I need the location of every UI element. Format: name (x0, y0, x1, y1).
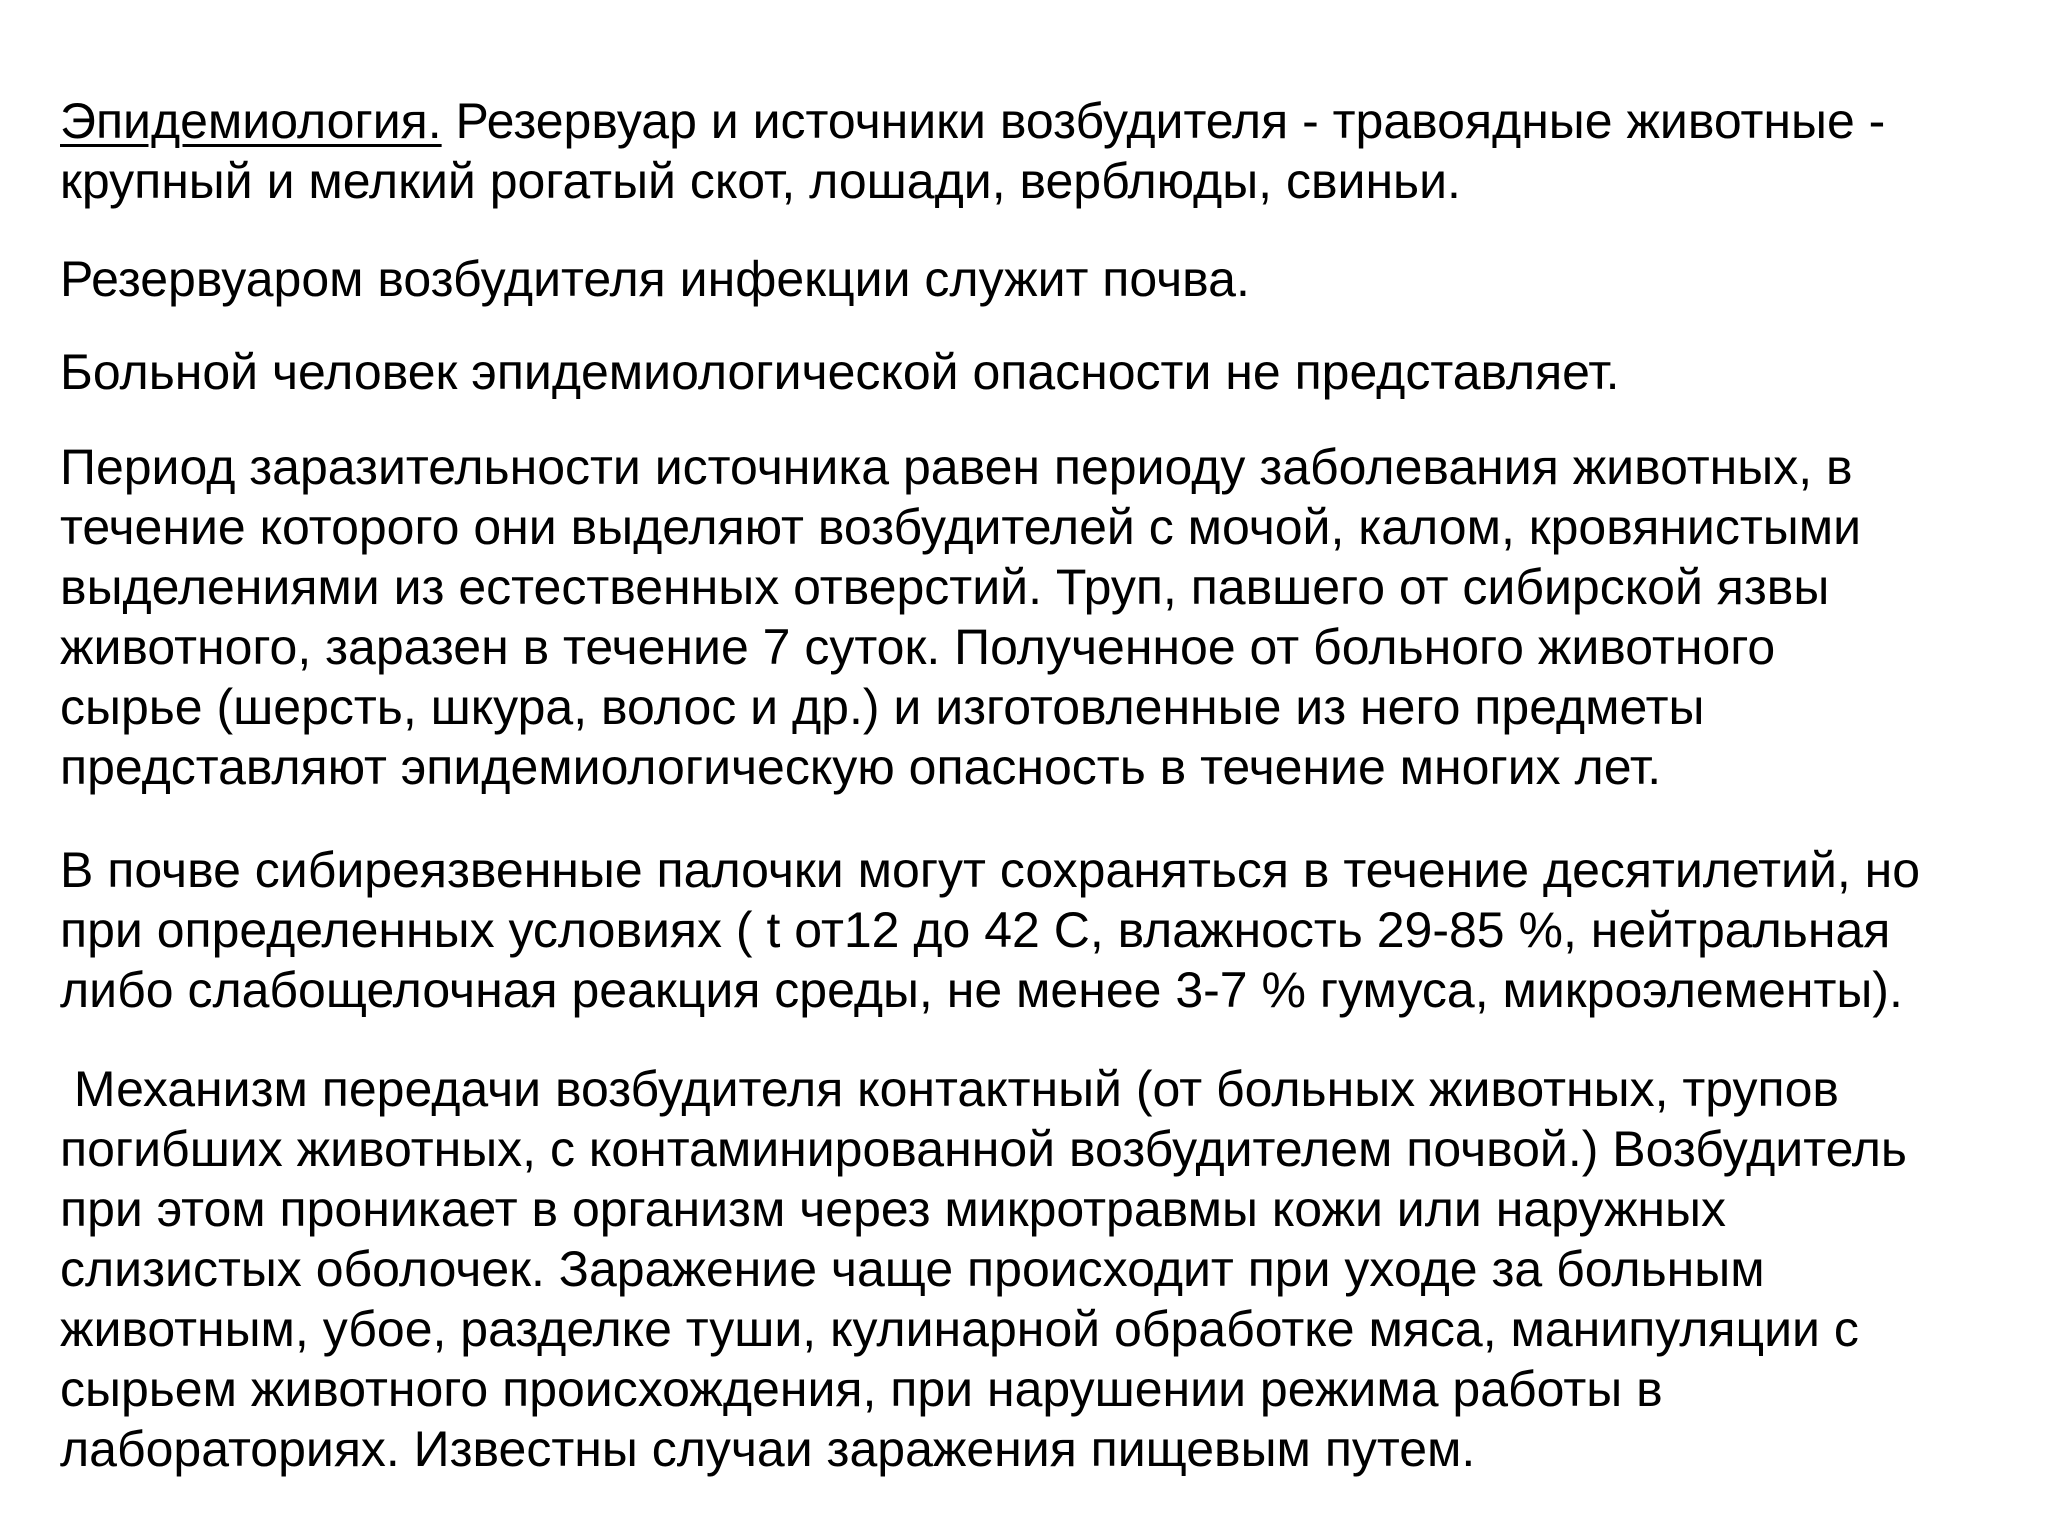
text-line: либо слабощелочная реакция среды, не менее 3-7 % гумуса, микроэлементы). (60, 962, 1903, 1018)
paragraph-transmission-mechanism (60, 1059, 2020, 1479)
text-line: при этом проникает в организм через микротравмы кожи или наружных (60, 1181, 1726, 1237)
text-span: Резервуар и источники возбудителя - травоядные животные - (441, 93, 1886, 149)
text-line: Больной человек эпидемиологической опасности не представляет. (60, 344, 1620, 400)
text-line: животным, убое, разделке туши, кулинарной обработке мяса, манипуляции с (60, 1301, 1859, 1357)
paragraph-reservoir-soil (60, 249, 2020, 309)
paragraph-soil-survival (60, 840, 2020, 1020)
text-line: животного, заразен в течение 7 суток. Полученное от больного животного (60, 619, 1776, 675)
text-line: выделениями из естественных отверстий. Труп, павшего от сибирской язвы (60, 559, 1830, 615)
text-line: течение которого они выделяют возбудителей с мочой, калом, кровянистыми (60, 499, 1862, 555)
text-line: сырьем животного происхождения, при нарушении режима работы в (60, 1361, 1663, 1417)
text-line: Механизм передачи возбудителя контактный (от больных животных, трупов (60, 1061, 1839, 1117)
text-line: слизистых оболочек. Заражение чаще происходит при уходе за больным (60, 1241, 1765, 1297)
text-line: представляют эпидемиологическую опасность в течение многих лет. (60, 739, 1662, 795)
text-line: Период заразительности источника равен периоду заболевания животных, в (60, 439, 1853, 495)
text-line (60, 91, 2020, 151)
paragraph-epidemiology-intro (60, 91, 2020, 211)
text-line: Резервуаром возбудителя инфекции служит почва. (60, 251, 1250, 307)
text-line: сырье (шерсть, шкура, волос и др.) и изготовленные из него предметы (60, 679, 1705, 735)
text-line: лабораториях. Известны случаи заражения пищевым путем. (60, 1421, 1476, 1477)
paragraph-sick-person (60, 342, 2020, 402)
paragraph-contagious-period (60, 437, 2020, 797)
text-line: погибших животных, с контаминированной возбудителем почвой.) Возбудитель (60, 1121, 1907, 1177)
text-line: крупный и мелкий рогатый скот, лошади, верблюды, свиньи. (60, 153, 1461, 209)
section-heading: Эпидемиология. (60, 93, 442, 149)
text-line: В почве сибиреязвенные палочки могут сохраняться в течение десятилетий, но (60, 842, 1921, 898)
text-line: при определенных условиях ( t от12 до 42 С, влажность 29-85 %, нейтральная (60, 902, 1891, 958)
